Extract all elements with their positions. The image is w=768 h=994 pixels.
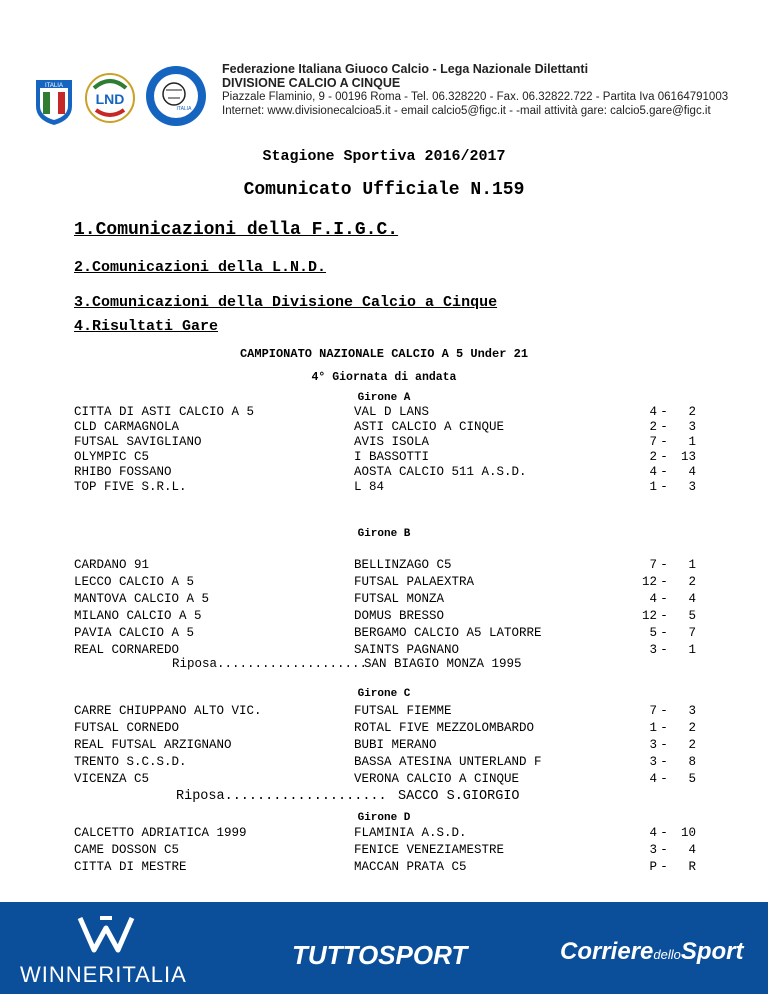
match-row — [0, 860, 768, 875]
home-team: OLYMPIC C5 — [74, 450, 150, 464]
home-score: 4 — [649, 826, 657, 840]
section-results: 4.Risultati Gare — [74, 318, 219, 335]
away-team: BELLINZAGO C5 — [354, 558, 452, 572]
away-team: MACCAN PRATA C5 — [354, 860, 467, 874]
home-score: 4 — [649, 405, 657, 419]
away-team: VAL D LANS — [354, 405, 430, 419]
away-score: 2 — [688, 721, 696, 735]
organization-info — [222, 62, 728, 118]
home-team: PAVIA CALCIO A 5 — [74, 626, 195, 640]
score-separator: - — [660, 575, 668, 589]
score-separator: - — [660, 755, 668, 769]
home-score: 2 — [649, 450, 657, 464]
home-team: TRENTO S.C.S.D. — [74, 755, 187, 769]
away-team: ROTAL FIVE MEZZOLOMBARDO — [354, 721, 535, 735]
home-score: P — [649, 860, 657, 874]
score-separator: - — [660, 558, 668, 572]
score-separator: - — [660, 465, 668, 479]
home-team: CLD CARMAGNOLA — [74, 420, 180, 434]
winner-italia-wordmark: WINNERITALIA — [20, 962, 187, 987]
away-team: VERONA CALCIO A CINQUE — [354, 772, 520, 786]
match-row — [0, 575, 768, 590]
sponsor-footer — [0, 902, 768, 994]
home-score: 4 — [649, 772, 657, 786]
home-score: 4 — [649, 465, 657, 479]
home-score: 3 — [649, 643, 657, 657]
org-line-contacts: Internet: www.divisionecalcioa5.it - email calcio5@figc.it - -mail attività gare: calcio5.gare@figc.it — [222, 105, 711, 117]
italia-figc-crest — [34, 70, 74, 126]
away-score: 3 — [688, 420, 696, 434]
away-team: FUTSAL FIEMME — [354, 704, 452, 718]
home-score: 7 — [649, 558, 657, 572]
rest-team: SAN BIAGIO MONZA 1995 — [364, 657, 522, 671]
org-line-federation: Federazione Italiana Giuoco Calcio - Lega Nazionale Dilettanti — [222, 62, 589, 76]
away-score: 5 — [688, 609, 696, 623]
home-team: MANTOVA CALCIO A 5 — [74, 592, 210, 606]
match-row — [0, 420, 768, 435]
match-row — [0, 480, 768, 495]
match-row — [0, 755, 768, 770]
svg-text:ITALIA: ITALIA — [176, 106, 192, 112]
section-division: 3.Comunicazioni della Divisione Calcio a Cinque — [74, 294, 498, 311]
away-score: 4 — [688, 592, 696, 606]
away-team: FUTSAL PALAEXTRA — [354, 575, 475, 589]
group-d-title: Girone D — [357, 812, 411, 824]
score-separator: - — [660, 704, 668, 718]
match-row — [0, 435, 768, 450]
home-team: FUTSAL SAVIGLIANO — [74, 435, 202, 449]
home-score: 3 — [649, 843, 657, 857]
match-row — [0, 626, 768, 641]
home-score: 5 — [649, 626, 657, 640]
home-score: 7 — [649, 704, 657, 718]
home-team: CALCETTO ADRIATICA 1999 — [74, 826, 247, 840]
away-team: AOSTA CALCIO 511 A.S.D. — [354, 465, 527, 479]
score-separator: - — [660, 738, 668, 752]
score-separator: - — [660, 405, 668, 419]
org-line-address: Piazzale Flaminio, 9 - 00196 Roma - Tel. 06.328220 - Fax. 06.32822.722 - Partita Iva 06164791003 — [222, 91, 729, 103]
home-score: 3 — [649, 738, 657, 752]
score-separator: - — [660, 843, 668, 857]
away-team: BUBI MERANO — [354, 738, 437, 752]
winner-mark-icon — [76, 914, 136, 954]
away-score: 8 — [688, 755, 696, 769]
match-row — [0, 465, 768, 480]
home-team: CARRE CHIUPPANO ALTO VIC. — [74, 704, 262, 718]
home-score: 4 — [649, 592, 657, 606]
rest-label: Riposa.................... — [172, 657, 368, 671]
group-c-title: Girone C — [357, 688, 411, 700]
away-score: 4 — [688, 465, 696, 479]
away-team: FLAMINIA A.S.D. — [354, 826, 467, 840]
match-row — [0, 772, 768, 787]
away-team: ASTI CALCIO A CINQUE — [354, 420, 505, 434]
score-separator: - — [660, 826, 668, 840]
away-team: BASSA ATESINA UNTERLAND F — [354, 755, 542, 769]
away-score: 1 — [688, 558, 696, 572]
away-score: 7 — [688, 626, 696, 640]
score-separator: - — [660, 609, 668, 623]
home-score: 1 — [649, 480, 657, 494]
home-team: VICENZA C5 — [74, 772, 150, 786]
away-score: 3 — [688, 704, 696, 718]
away-score: 2 — [688, 738, 696, 752]
away-score: 1 — [688, 643, 696, 657]
score-separator: - — [660, 860, 668, 874]
match-row — [0, 450, 768, 465]
home-team: MILANO CALCIO A 5 — [74, 609, 202, 623]
championship-title: CAMPIONATO NAZIONALE CALCIO A 5 Under 21 — [239, 347, 529, 361]
match-row — [0, 826, 768, 841]
home-score: 1 — [649, 721, 657, 735]
tuttosport-logo: TUTTOSPORT — [292, 940, 468, 970]
away-team: FUTSAL MONZA — [354, 592, 445, 606]
corriere-dello-sport-logo: CorrieredelloSport — [560, 938, 744, 965]
away-team: FENICE VENEZIAMESTRE — [354, 843, 505, 857]
group-a-title: Girone A — [357, 392, 411, 404]
score-separator: - — [660, 721, 668, 735]
away-team: SAINTS PAGNANO — [354, 643, 460, 657]
match-row — [0, 609, 768, 624]
section-lnd: 2.Comunicazioni della L.N.D. — [74, 259, 327, 276]
match-row — [0, 405, 768, 420]
match-row — [0, 592, 768, 607]
communique-title: Comunicato Ufficiale N.159 — [243, 180, 525, 200]
home-score: 3 — [649, 755, 657, 769]
away-team: AVIS ISOLA — [354, 435, 430, 449]
match-row — [0, 704, 768, 719]
score-separator: - — [660, 450, 668, 464]
score-separator: - — [660, 480, 668, 494]
section-figc: 1.Comunicazioni della F.I.G.C. — [74, 220, 399, 240]
away-score: 1 — [688, 435, 696, 449]
score-separator: - — [660, 772, 668, 786]
away-score: 10 — [680, 826, 696, 840]
away-score: 4 — [688, 843, 696, 857]
svg-text:ITALIA: ITALIA — [45, 83, 63, 89]
away-team: BERGAMO CALCIO A5 LATORRE — [354, 626, 542, 640]
home-team: CAME DOSSON C5 — [74, 843, 180, 857]
home-team: REAL CORNAREDO — [74, 643, 180, 657]
away-team: DOMUS BRESSO — [354, 609, 445, 623]
away-score: 2 — [688, 575, 696, 589]
season-title: Stagione Sportiva 2016/2017 — [262, 148, 506, 165]
group-b-title: Girone B — [357, 528, 411, 540]
away-score: 2 — [688, 405, 696, 419]
winner-italia-logo — [20, 914, 187, 987]
round-title: 4° Giornata di andata — [311, 371, 457, 384]
org-line-division: DIVISIONE CALCIO A CINQUE — [222, 76, 401, 90]
letterhead — [34, 62, 734, 142]
away-score: R — [688, 860, 696, 874]
lnd-logo — [82, 66, 138, 126]
away-score: 5 — [688, 772, 696, 786]
score-separator: - — [660, 592, 668, 606]
score-separator: - — [660, 435, 668, 449]
match-row — [0, 721, 768, 736]
home-team: FUTSAL CORNEDO — [74, 721, 180, 735]
match-row — [0, 738, 768, 753]
match-row — [0, 558, 768, 573]
home-team: CITTA DI MESTRE — [74, 860, 187, 874]
home-score: 7 — [649, 435, 657, 449]
home-score: 12 — [641, 575, 657, 589]
home-team: REAL FUTSAL ARZIGNANO — [74, 738, 232, 752]
home-team: CARDANO 91 — [74, 558, 150, 572]
match-row — [0, 643, 768, 658]
home-team: CITTA DI ASTI CALCIO A 5 — [74, 405, 255, 419]
rest-team: SACCO S.GIORGIO — [398, 789, 520, 804]
away-score: 13 — [680, 450, 696, 464]
home-team: LECCO CALCIO A 5 — [74, 575, 195, 589]
away-team: I BASSOTTI — [354, 450, 430, 464]
home-score: 2 — [649, 420, 657, 434]
away-score: 3 — [688, 480, 696, 494]
match-row — [0, 843, 768, 858]
score-separator: - — [660, 420, 668, 434]
rest-label: Riposa.................... — [176, 789, 387, 804]
divisione-calcio-a-cinque-logo — [144, 64, 208, 128]
score-separator: - — [660, 626, 668, 640]
score-separator: - — [660, 643, 668, 657]
home-team: TOP FIVE S.R.L. — [74, 480, 187, 494]
home-team: RHIBO FOSSANO — [74, 465, 172, 479]
home-score: 12 — [641, 609, 657, 623]
away-team: L 84 — [354, 480, 385, 494]
svg-text:LND: LND — [95, 91, 125, 107]
